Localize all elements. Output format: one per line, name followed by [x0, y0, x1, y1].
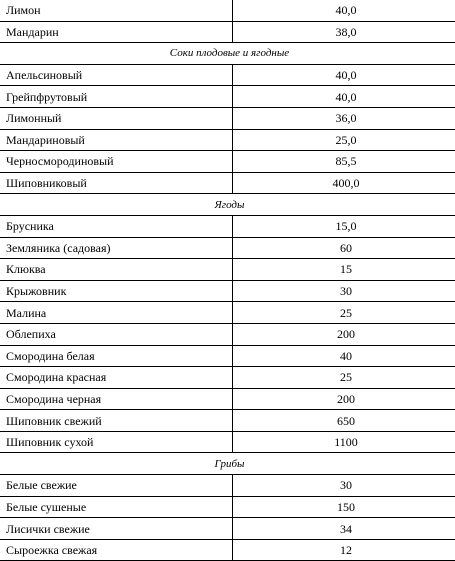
section-title: Грибы — [0, 453, 455, 475]
vitamin-value-cell: 25 — [233, 302, 455, 324]
product-name-cell: Черносмородиновый — [0, 151, 233, 173]
product-name-cell: Крыжовник — [0, 280, 233, 302]
product-name-cell: Смородина красная — [0, 367, 233, 389]
product-name-cell: Смородина черная — [0, 388, 233, 410]
table-row — [0, 21, 455, 43]
table-row — [0, 367, 455, 389]
table-row — [0, 0, 455, 21]
vitamin-value-cell: 36,0 — [233, 107, 455, 129]
table-row — [0, 280, 455, 302]
vitamin-value-cell: 25,0 — [233, 129, 455, 151]
table-row — [0, 259, 455, 281]
table-row — [0, 64, 455, 86]
vitamin-value-cell: 200 — [233, 388, 455, 410]
product-name-cell: Шиповник свежий — [0, 410, 233, 432]
vitamin-value-cell: 30 — [233, 475, 455, 497]
product-name-cell: Мандариновый — [0, 129, 233, 151]
table-row — [0, 302, 455, 324]
vitamin-value-cell: 40 — [233, 345, 455, 367]
product-name-cell: Брусника — [0, 215, 233, 237]
product-name-cell: Грейпфрутовый — [0, 86, 233, 108]
product-name-cell: Апельсиновый — [0, 64, 233, 86]
vitamin-value-cell: 40,0 — [233, 86, 455, 108]
product-name-cell: Лимонный — [0, 107, 233, 129]
table-row — [0, 151, 455, 173]
section-header-row — [0, 43, 455, 65]
vitamin-value-cell: 150 — [233, 496, 455, 518]
vitamin-value-cell: 650 — [233, 410, 455, 432]
table-row — [0, 518, 455, 540]
table-row — [0, 496, 455, 518]
table-row — [0, 215, 455, 237]
product-name-cell: Мандарин — [0, 21, 233, 43]
vitamin-value-cell: 85,5 — [233, 151, 455, 173]
table-row — [0, 475, 455, 497]
product-name-cell: Белые сушеные — [0, 496, 233, 518]
table-row — [0, 431, 455, 453]
vitamin-value-cell: 30 — [233, 280, 455, 302]
product-name-cell: Клюква — [0, 259, 233, 281]
vitamin-value-cell: 15,0 — [233, 215, 455, 237]
table-row — [0, 172, 455, 194]
vitamin-value-cell: 200 — [233, 323, 455, 345]
product-name-cell: Лимон — [0, 0, 233, 21]
table-row — [0, 388, 455, 410]
table-row — [0, 539, 455, 561]
vitamin-value-cell: 34 — [233, 518, 455, 540]
vitamin-value-cell: 38,0 — [233, 21, 455, 43]
table-row — [0, 86, 455, 108]
vitamin-value-cell: 40,0 — [233, 64, 455, 86]
product-name-cell: Малина — [0, 302, 233, 324]
vitamin-value-cell: 12 — [233, 539, 455, 561]
product-name-cell: Шиповниковый — [0, 172, 233, 194]
table-row — [0, 237, 455, 259]
section-title: Соки плодовые и ягодные — [0, 43, 455, 65]
vitamin-value-cell: 1100 — [233, 431, 455, 453]
product-name-cell: Белые свежие — [0, 475, 233, 497]
product-name-cell: Смородина белая — [0, 345, 233, 367]
product-name-cell: Шиповник сухой — [0, 431, 233, 453]
product-name-cell: Сыроежка свежая — [0, 539, 233, 561]
section-header-row — [0, 453, 455, 475]
section-title: Ягоды — [0, 194, 455, 216]
vitamin-value-cell: 25 — [233, 367, 455, 389]
table-row — [0, 107, 455, 129]
product-name-cell: Облепиха — [0, 323, 233, 345]
table-row — [0, 410, 455, 432]
product-name-cell: Земляника (садовая) — [0, 237, 233, 259]
table-row — [0, 323, 455, 345]
product-name-cell: Лисички свежие — [0, 518, 233, 540]
table-row — [0, 129, 455, 151]
vitamin-value-cell: 40,0 — [233, 0, 455, 21]
vitamin-value-cell: 60 — [233, 237, 455, 259]
vitamin-value-cell: 400,0 — [233, 172, 455, 194]
vitamin-value-cell: 15 — [233, 259, 455, 281]
section-header-row — [0, 194, 455, 216]
table-row — [0, 345, 455, 367]
